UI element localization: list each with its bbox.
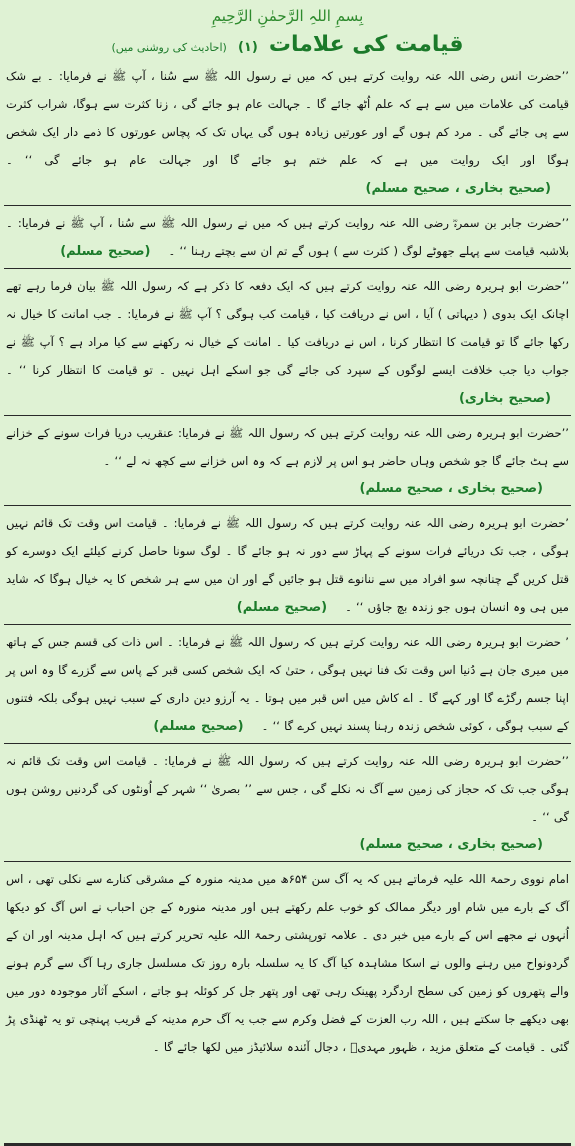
hadith-reference: (صحیح مسلم): [153, 719, 244, 734]
hadith-body: [6, 747, 569, 831]
hadith-body: [6, 509, 569, 622]
hadith-reference: (صحیح بخاری ، صحیح مسلم): [365, 181, 551, 196]
hadith-block: [4, 509, 571, 625]
hadith-text: ’’حضرت ابو ہریرہ رضی اللہ عنہ روایت کرتے ہیں کہ ایک دفعہ کا ذکر ہے کہ رسول اللہ ﷺ بیان فرما رہے تھے اچانک ایک بدوی ( دیہاتی ) آیا ، اس نے دریافت کیا ، قیامت کب ہوگی ؟ آپ ﷺ نے فرمایا: ۔ جب امانت کا خیال نہ رکھا جائے گا تو قیامت کا انتظار کرنا ، اس نے دریافت کیا ۔ امانت کے خیال نہ رکھنے سے کیا مراد ہے ؟ آپ ﷺ نے جواب دیا جب خلافت ایسے لوگوں کے سپرد کی جائے گی جو اسکے اہل نہیں ۔ تو قیامت کا انتظار کرنا ‘‘ ۔: [6, 279, 569, 377]
section-divider: [4, 268, 571, 269]
hadith-block: [4, 747, 571, 862]
title-row: [4, 28, 571, 62]
title-subtitle: (احادیث کی روشنی میں): [111, 41, 227, 54]
hadith-reference: (صحیح بخاری ، صحیح مسلم): [359, 481, 543, 496]
section-divider: [4, 415, 571, 416]
hadith-reference: (صحیح مسلم): [60, 244, 151, 259]
bismillah-heading: بِسمِ اللہِ الرَّحمٰنِ الرَّحِیمِ: [211, 7, 364, 25]
hadith-body: [6, 865, 569, 1061]
hadith-block: [4, 62, 571, 206]
section-divider: [4, 861, 571, 862]
page-title: قیامت کی علامات: [268, 32, 464, 57]
hadith-block: [4, 419, 571, 506]
hadith-block: [4, 209, 571, 269]
hadith-text: ’’حضرت ابو ہریرہ رضی اللہ عنہ روایت کرتے ہیں کہ رسول اللہ ﷺ نے فرمایا: عنقریب دریا فرات سونے کے خزانے سے ہٹ جائے گا جو شخص وہاں حاضر ہو اس پر لازم ہے کہ وہ اس خزانے سے کچھ نہ لے ‘‘ ۔: [6, 426, 569, 468]
section-divider: [4, 505, 571, 506]
section-divider: [4, 743, 571, 744]
hadith-text: ’’حضرت انس رضی اللہ عنہ روایت کرتے ہیں کہ میں نے رسول اللہ ﷺ سے سُنا ، آپ ﷺ نے فرمایا: ۔ بے شک قیامت کی علامات میں سے ہے کہ علم اُٹھ جائے گا ۔ جہالت عام ہو جائے گی ، زنا کثرت سے ہوگا، شراب کثرت سے پی جائے گی ۔ مرد کم ہوں گے اور عورتیں زیادہ ہوں گی یہاں تک کہ پچاس عورتوں کا ذمے دار ایک شخص ہوگا اور ایک روایت میں ہے کہ علم ختم ہو جائے گا اور جہالت عام ہو جائے گی ‘‘ ۔: [6, 69, 569, 167]
hadith-body: [6, 209, 569, 266]
hadith-body: [6, 62, 569, 203]
hadith-reference: (صحیح مسلم): [236, 600, 328, 615]
hadith-body: [6, 272, 569, 413]
hadith-text: ’ حضرت ابو ہریرہ رضی اللہ عنہ روایت کرتے ہیں کہ رسول اللہ ﷺ نے فرمایا: ۔ اس ذات کی قسم جس کے ہاتھ میں میری جان ہے دُنیا اس وقت تک فنا نہیں ہوگی ، حتیٰ کہ ایک شخص کسی قبر کے پاس سے گزرے گا وہ اس پر اپنا جسم رگڑے گا اور کہے گا ۔ اے کاش میں اس قبر میں ہوتا ۔ یہ آرزو دین داری کے سبب نہیں ہوگی بلکہ فتنوں کے سبب ہوگی ، کوئی شخص زندہ رہنا پسند نہیں کرے گا ‘‘ ۔: [6, 635, 569, 733]
hadith-text: ’’حضرت جابر بن سمرہؓ رضی اللہ عنہ روایت کرتے ہیں کہ میں نے رسول اللہ ﷺ سے سُنا ، آپ ﷺ نے فرمایا: ۔ بلاشبہ قیامت سے پہلے جھوٹے لوگ ( کثرت سے ) ہوں گے تم ان سے بچتے رہنا ‘‘ ۔: [6, 216, 569, 258]
hadith-body: [6, 419, 569, 475]
hadith-reference: (صحیح بخاری): [458, 391, 551, 406]
section-divider: [4, 624, 571, 625]
hadith-text: ’حضرت ابو ہریرہ رضی اللہ عنہ روایت کرتے ہیں کہ رسول اللہ ﷺ نے فرمایا: ۔ قیامت اس وقت تک قائم نہیں ہوگی ، جب تک دریائے فرات سونے کے پہاڑ سے دور نہ ہو جائے گا ۔ لوگ سونا حاصل کرنے کیلئے ایک دوسرے کو قتل کریں گے چنانچہ سو افراد میں سے ننانوے قتل ہو جائیں گے اور ان میں سے ہر شخص کا یہ خیال ہوگا کہ شاید میں ہی وہ انسان ہوں جو زندہ بچ جاؤں ‘‘ ۔: [6, 516, 569, 614]
hadith-body: [6, 628, 569, 741]
hadith-reference: (صحیح بخاری ، صحیح مسلم): [359, 837, 543, 852]
hadith-block: [4, 628, 571, 744]
hadith-block: [4, 865, 571, 1061]
hadith-text: ’’حضرت ابو ہریرہ رضی اللہ عنہ روایت کرتے ہیں کہ رسول اللہ ﷺ نے فرمایا: ۔ قیامت اس وقت تک قائم نہ ہوگی جب تک کہ حجاز کی زمین سے آگ نہ نکلے گی ، جس سے ’’ بصریٰ ‘‘ شہر کے اُونٹوں کی گردنیں روشن ہوں گی ‘‘ ۔: [6, 754, 569, 824]
hadith-block: [4, 272, 571, 416]
title-number: (۱): [237, 40, 258, 55]
hadith-text: امام نووی رحمۃ اللہ علیہ فرماتے ہیں کہ یہ آگ سن ۶۵۴ھ میں مدینہ منورہ کے مشرقی کنارے سے نکلی تھی ، اس آگ کے بارے میں شام اور دیگر ممالک کو خوب علم رکھتے ہیں اور مدینہ منورہ کے جن احباب نے اس آگ کو دیکھا اُنہوں نے مجھے اس کے بارے میں خبر دی ۔ علامہ تورپشتی رحمۃ اللہ علیہ تحریر کرتے ہیں کہ اہل مدینہ اور ان کے گردونواح میں رہنے والوں نے اسکا مشاہدہ کیا آگ کا یہ سلسلہ بارہ روز تک مسلسل جاری رہا آگ سے گرم ہونے والے پتھروں کو زمین کی سطح اردگرد پھینک رہی تھی اور پتھر جل کر کوئلہ ہو جاتے ، اسکے آثار موجودہ دور میں بھی دیکھے جا سکتے ہیں ، اللہ رب العزت کے فضل وکرم سے جب یہ آگ حرم مدینہ کے قریب پہنچی تو یہ ٹھنڈی پڑ گئی ۔ قیامت کے متعلق مزید ، ظہور مہدیؓ ، دجال آئندہ سلائیڈز میں لکھا جائے گا ۔: [6, 872, 569, 1054]
section-divider: [4, 205, 571, 206]
hadith-list: [4, 62, 571, 1061]
